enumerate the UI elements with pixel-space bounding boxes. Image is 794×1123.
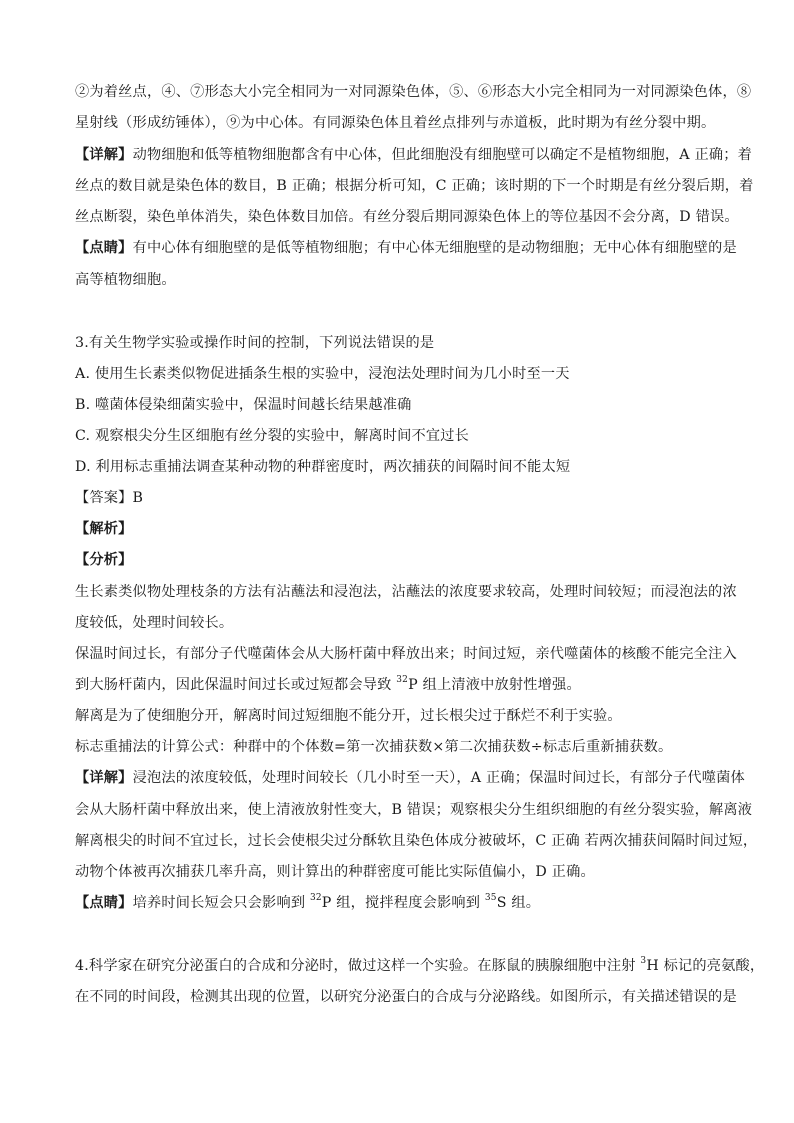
q4-stem-line-2: 在不同的时间段，检测其出现的位置，以研究分泌蛋白的合成与分泌路线。如图所示，有关描述错误的是 <box>75 989 737 1005</box>
q3-detail-line-3: 解离根尖的时间不宜过长，过长会使根尖过分酥软且染色体成分被破坏，C 正确 若两次捕获间隔时间过短， <box>75 833 758 849</box>
tip-tag: 【点睛】 <box>75 895 133 911</box>
q3-option-b: B. 噬菌体侵染细菌实验中，保温时间越长结果越准确 <box>75 397 412 413</box>
q3-para1-line-1: 生长素类似物处理枝条的方法有沾蘸法和浸泡法，沾蘸法的浓度要求较高，处理时间较短；而浸泡法的浓 <box>75 584 737 600</box>
q3-para4: 标志重捕法的计算公式：种群中的个体数=第一次捕获数×第二次捕获数÷标志后重新捕获数。 <box>75 739 673 755</box>
q3-stem: 3.有关生物学实验或操作时间的控制，下列说法错误的是 <box>75 335 435 351</box>
q3-detail-line-1: 【详解】浸泡法的浓度较低，处理时间较长（几小时至一天），A 正确；保温时间过长，有部分子代噬菌体 <box>75 770 745 786</box>
detail-tag: 【详解】 <box>75 770 133 786</box>
tip-tag: 【点睛】 <box>75 240 133 256</box>
q2-tip-line-1: 【点睛】有中心体有细胞壁的是低等植物细胞；有中心体无细胞壁的是动物细胞；无中心体有细胞壁的是 <box>75 240 737 256</box>
q2-tip-line-2: 高等植物细胞。 <box>75 272 176 288</box>
q2-detail-line-3: 丝点断裂，染色单体消失，染色体数目加倍。有丝分裂后期同源染色体上的等位基因不会分离，D 错误。 <box>75 209 739 225</box>
q2-detail-line-1: 【详解】动物细胞和低等植物细胞都含有中心体，但此细胞没有细胞壁可以确定不是植物细胞，A 正确；着 <box>75 147 752 163</box>
q3-para3: 解离是为了使细胞分开，解离时间过短细胞不能分开，过长根尖过于酥烂不利于实验。 <box>75 708 622 724</box>
q3-para2-line-1: 保温时间过长，有部分子代噬菌体会从大肠杆菌中释放出来；时间过短，亲代噬菌体的核酸不能完全注入 <box>75 646 737 662</box>
q3-option-d: D. 利用标志重捕法调查某种动物的种群密度时，两次捕获的间隔时间不能太短 <box>75 459 571 475</box>
q3-analysis-tag: 【解析】 <box>75 521 133 537</box>
q3-para2-line-2: 到大肠杆菌内，因此保温时间过长或过短都会导致 $^{32}$P 组上清液中放射性增强。 <box>75 675 581 693</box>
q2-detail-line-2: 丝点的数目就是染色体的数目，B 正确；根据分析可知，C 正确；该时期的下一个时期是有丝分裂后期，着 <box>75 178 754 194</box>
q3-option-c: C. 观察根尖分生区细胞有丝分裂的实验中，解离时间不宜过长 <box>75 428 470 444</box>
q3-tip-line: 【点睛】培养时间长短会只会影响到 $^{32}$P 组，搅拌程度会影响到 $^{35}$S 组。 <box>75 893 541 911</box>
q3-detail-line-2: 会从大肠杆菌中释放出来，使上清液放射性变大，B 错误；观察根尖分生组织细胞的有丝分裂实验，解离液 <box>75 802 753 818</box>
q4-stem-line-1: 4.科学家在研究分泌蛋白的合成和分泌时，做过这样一个实验。在豚鼠的胰腺细胞中注射 $^3$H 标记的亮氨酸， <box>75 956 765 974</box>
q3-answer: 【答案】B <box>75 490 144 506</box>
detail-tag: 【详解】 <box>75 147 133 163</box>
q2-analysis-line-1: ②为着丝点，④、⑦形态大小完全相同为一对同源染色体，⑤、⑥形态大小完全相同为一对同源染色体，⑧ <box>75 84 752 100</box>
q3-detail-line-4: 动物个体被再次捕获几率升高，则计算出的种群密度可能比实际值偏小，D 正确。 <box>75 864 595 880</box>
q3-para1-line-2: 度较低，处理时间较长。 <box>75 615 234 631</box>
q2-analysis-line-2: 星射线（形成纺锤体），⑨为中心体。有同源染色体且着丝点排列与赤道板，此时期为有丝分裂中期。 <box>75 115 716 131</box>
q3-fenxi-tag: 【分析】 <box>75 552 133 568</box>
q3-option-a: A. 使用生长素类似物促进插条生根的实验中，浸泡法处理时间为几小时至一天 <box>75 366 570 382</box>
